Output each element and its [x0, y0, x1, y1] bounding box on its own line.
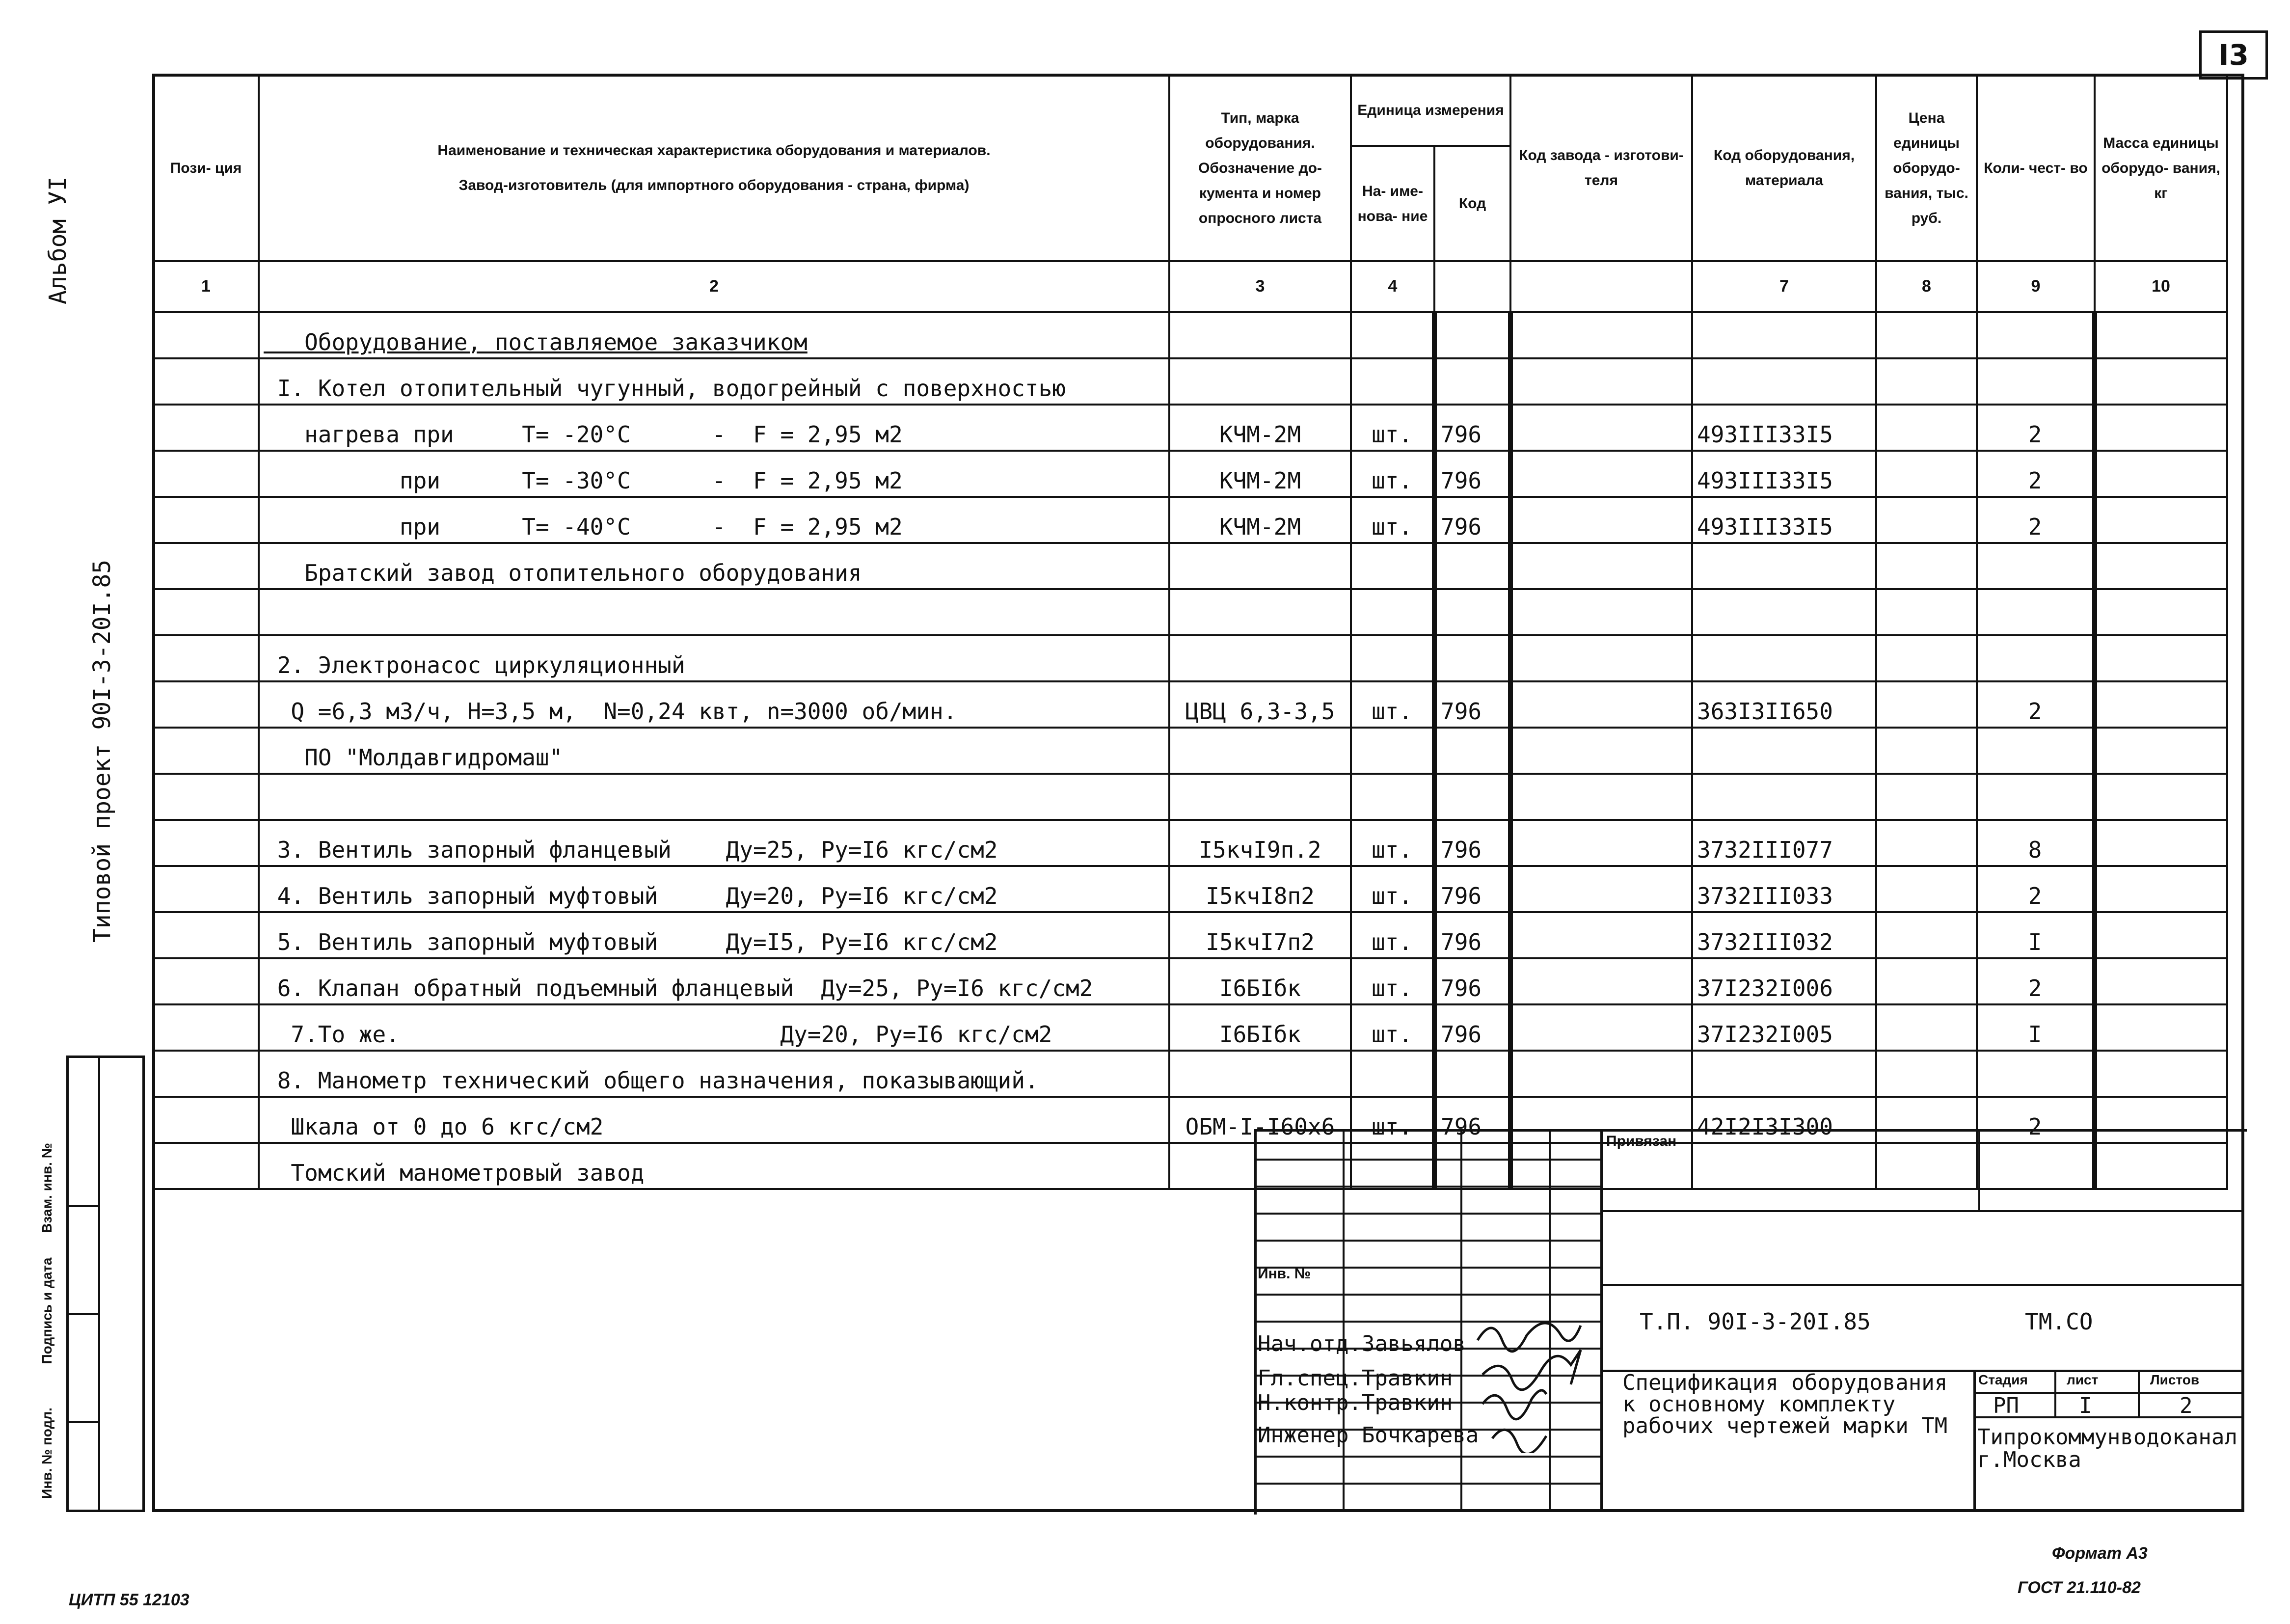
colnum-1: 1 [153, 261, 259, 312]
cell-code: 796 [1434, 912, 1510, 958]
cell-name: 6. Клапан обратный подъемный фланцевый Ду=25, Ру=I6 кгс/см2 [259, 958, 1169, 1004]
signer-4 [1258, 1423, 1479, 1448]
cell-equip-code: 493III33I5 [1692, 497, 1876, 543]
specification-table [152, 74, 2228, 1190]
cell-plant-code [1510, 543, 1692, 589]
colnum-5 [1434, 261, 1510, 312]
cell-unit [1351, 1051, 1434, 1097]
inv-label: Инв. № [1258, 1266, 1311, 1282]
colnum-8: 8 [1876, 261, 1977, 312]
cell-qty [1977, 589, 2095, 635]
cell-equip-code [1692, 543, 1876, 589]
cell-mass [2095, 451, 2227, 497]
header-position: Пози- ция [153, 75, 259, 261]
cell-qty [1977, 728, 2095, 774]
cell-qty [1977, 543, 2095, 589]
cell-type: I6БIбк [1169, 1004, 1351, 1051]
cell-mass [2095, 866, 2227, 912]
cell-mass [2095, 681, 2227, 728]
cell-pos [153, 866, 259, 912]
cell-pos [153, 497, 259, 543]
signer-1 [1258, 1331, 1466, 1356]
cell-pos [153, 1143, 259, 1189]
gost-label: ГОСТ 21.110-82 [2018, 1578, 2141, 1597]
header-plant-code: Код завода - изготови- теля [1510, 75, 1692, 261]
cell-type: КЧМ-2М [1169, 497, 1351, 543]
cell-equip-code: 3732III032 [1692, 912, 1876, 958]
table-row [153, 958, 2227, 1004]
cell-unit: шт. [1351, 866, 1434, 912]
header-name-line1: Наименование и техническая характеристика оборудования и материалов. [437, 142, 991, 159]
cell-type [1169, 774, 1351, 820]
cell-plant-code [1510, 358, 1692, 405]
cell-price [1876, 451, 1977, 497]
cell-plant-code [1510, 681, 1692, 728]
cell-code [1434, 774, 1510, 820]
cell-price [1876, 681, 1977, 728]
cell-mass [2095, 358, 2227, 405]
cell-name: 5. Вентиль запорный муфтовый Ду=I5, Ру=I6 кгс/см2 [259, 912, 1169, 958]
header-qty: Коли- чест- во [1977, 75, 2095, 261]
table-row [153, 681, 2227, 728]
header-unit-code: Код [1434, 146, 1510, 261]
cell-plant-code [1510, 635, 1692, 681]
cell-pos [153, 820, 259, 866]
cell-equip-code: 363I3II650 [1692, 681, 1876, 728]
cell-pos [153, 728, 259, 774]
cell-equip-code: 493III33I5 [1692, 405, 1876, 451]
cell-plant-code [1510, 1004, 1692, 1051]
cell-equip-code [1692, 774, 1876, 820]
cell-mass [2095, 1051, 2227, 1097]
cell-code: 796 [1434, 958, 1510, 1004]
cell-pos [153, 635, 259, 681]
cell-code: 796 [1434, 497, 1510, 543]
cell-pos [153, 1097, 259, 1143]
cell-qty [1977, 358, 2095, 405]
cell-pos [153, 958, 259, 1004]
cell-mass [2095, 589, 2227, 635]
document-title: Спецификация оборудования к основному комплекту рабочих чертежей марки ТМ [1622, 1370, 1948, 1438]
cell-type: ЦВЦ 6,3-3,5 [1169, 681, 1351, 728]
cell-equip-code [1692, 728, 1876, 774]
cell-type [1169, 1051, 1351, 1097]
project-label: Типовой проект 90I-3-20I.85 [88, 559, 116, 943]
signer-3-name: Травкин [1361, 1390, 1453, 1415]
cell-unit [1351, 358, 1434, 405]
cell-plant-code [1510, 866, 1692, 912]
cell-unit: шт. [1351, 820, 1434, 866]
cell-qty [1977, 635, 2095, 681]
cell-unit [1351, 312, 1434, 358]
table-row [153, 543, 2227, 589]
sheet-label: лист [2067, 1372, 2099, 1387]
cell-qty [1977, 1051, 2095, 1097]
cell-type: I5кчI8п2 [1169, 866, 1351, 912]
cell-qty: I [1977, 912, 2095, 958]
cell-plant-code [1510, 589, 1692, 635]
table-row [153, 635, 2227, 681]
cell-name: при T= -40°C - F = 2,95 м2 [259, 497, 1169, 543]
cell-price [1876, 497, 1977, 543]
cell-equip-code: 3732III077 [1692, 820, 1876, 866]
header-equip-code: Код оборудования, материала [1692, 75, 1876, 261]
cell-price [1876, 312, 1977, 358]
stage-label: Стадия [1978, 1372, 2028, 1387]
cell-code [1434, 1051, 1510, 1097]
cell-plant-code [1510, 820, 1692, 866]
table-row [153, 820, 2227, 866]
cell-code [1434, 635, 1510, 681]
cell-type [1169, 312, 1351, 358]
strip-label-vzam: Взам. инв. № [39, 1143, 54, 1233]
cell-name [259, 774, 1169, 820]
cell-mass [2095, 912, 2227, 958]
cell-code [1434, 589, 1510, 635]
cell-price [1876, 358, 1977, 405]
cell-name: 8. Манометр технический общего назначения, показывающий. [259, 1051, 1169, 1097]
cell-name: Братский завод отопительного оборудования [259, 543, 1169, 589]
cell-name: Q =6,3 м3/ч, H=3,5 м, N=0,24 квт, n=3000 об/мин. [259, 681, 1169, 728]
left-stamp-strip [66, 1056, 145, 1512]
signature-scribbles [1473, 1296, 1610, 1453]
strip-label-inv-podl: Инв. № подл. [39, 1407, 54, 1499]
cell-code: 796 [1434, 451, 1510, 497]
signer-2 [1258, 1366, 1453, 1391]
signer-1-name: Завьялов [1361, 1331, 1466, 1356]
cell-name: 3. Вентиль запорный фланцевый Ду=25, Ру=I6 кгс/см2 [259, 820, 1169, 866]
cell-equip-code: 37I232I005 [1692, 1004, 1876, 1051]
cell-name: при T= -30°C - F = 2,95 м2 [259, 451, 1169, 497]
cell-pos [153, 1051, 259, 1097]
cell-name: Томский манометровый завод [259, 1143, 1169, 1189]
cell-qty: 2 [1977, 866, 2095, 912]
cell-code: 796 [1434, 1097, 1510, 1143]
cell-mass [2095, 820, 2227, 866]
cell-name: 4. Вентиль запорный муфтовый Ду=20, Ру=I6 кгс/см2 [259, 866, 1169, 912]
header-mass: Масса единицы оборудо- вания, кг [2095, 75, 2227, 261]
cell-plant-code [1510, 451, 1692, 497]
cell-plant-code [1510, 405, 1692, 451]
table-row [153, 1004, 2227, 1051]
table-row [153, 774, 2227, 820]
cell-mass [2095, 635, 2227, 681]
signer-2-name: Травкин [1361, 1366, 1453, 1391]
cell-unit: шт. [1351, 1097, 1434, 1143]
cell-name: Шкала от 0 до 6 кгс/см2 [259, 1097, 1169, 1143]
cell-type: I6БIбк [1169, 958, 1351, 1004]
cell-type [1169, 543, 1351, 589]
cell-price [1876, 405, 1977, 451]
table-row [153, 589, 2227, 635]
cell-qty: I [1977, 1004, 2095, 1051]
cell-equip-code [1692, 635, 1876, 681]
signer-4-name: Бочкарева [1361, 1423, 1479, 1448]
cell-type: I5кчI7п2 [1169, 912, 1351, 958]
cell-unit: шт. [1351, 451, 1434, 497]
strip-label-signature: Подпись и дата [39, 1257, 54, 1364]
cell-price [1876, 912, 1977, 958]
header-price: Цена единицы оборудо- вания, тыс. руб. [1876, 75, 1977, 261]
cell-type [1169, 589, 1351, 635]
signer-3 [1258, 1390, 1453, 1415]
cell-type: I5кчI9п.2 [1169, 820, 1351, 866]
cell-name: I. Котел отопительный чугунный, водогрейный с поверхностью [259, 358, 1169, 405]
table-row [153, 866, 2227, 912]
cell-unit [1351, 589, 1434, 635]
sheet-number: I3 [2199, 30, 2268, 80]
cell-type [1169, 728, 1351, 774]
colnum-10: 10 [2095, 261, 2227, 312]
cell-qty [1977, 774, 2095, 820]
cell-code: 796 [1434, 1004, 1510, 1051]
table-row [153, 912, 2227, 958]
table-row [153, 497, 2227, 543]
header-name-line2: Завод-изготовитель (для импортного оборудования - страна, фирма) [458, 177, 970, 193]
cell-type [1169, 358, 1351, 405]
cell-code: 796 [1434, 681, 1510, 728]
cell-price [1876, 1004, 1977, 1051]
header-type: Тип, марка оборудования. Обозначение до- кумента и номер опросного листа [1169, 75, 1351, 261]
cell-unit: шт. [1351, 497, 1434, 543]
cell-pos [153, 312, 259, 358]
cell-mass [2095, 958, 2227, 1004]
cell-plant-code [1510, 774, 1692, 820]
cell-pos [153, 912, 259, 958]
cell-price [1876, 820, 1977, 866]
cell-unit: шт. [1351, 405, 1434, 451]
header-name [259, 75, 1169, 261]
cell-code: 796 [1434, 820, 1510, 866]
cell-pos [153, 451, 259, 497]
header-unit-name: На- име- нова- ние [1351, 146, 1434, 261]
cell-qty [1977, 312, 2095, 358]
cell-qty: 2 [1977, 681, 2095, 728]
cell-name: 7.То же. Ду=20, Ру=I6 кгс/см2 [259, 1004, 1169, 1051]
cell-qty: 2 [1977, 958, 2095, 1004]
cell-plant-code [1510, 728, 1692, 774]
cell-price [1876, 1051, 1977, 1097]
cell-unit: шт. [1351, 1004, 1434, 1051]
cell-mass [2095, 728, 2227, 774]
cell-pos [153, 1004, 259, 1051]
signer-4-role: Инженер [1258, 1423, 1349, 1448]
cell-type [1169, 635, 1351, 681]
cell-mass [2095, 543, 2227, 589]
cell-price [1876, 589, 1977, 635]
cell-price [1876, 774, 1977, 820]
cell-type: КЧМ-2М [1169, 451, 1351, 497]
cell-price [1876, 958, 1977, 1004]
sheets-value: 2 [2180, 1393, 2193, 1418]
cell-mass [2095, 312, 2227, 358]
album-label: Альбом УI [44, 176, 72, 305]
cell-mass [2095, 497, 2227, 543]
cell-pos [153, 589, 259, 635]
cell-mass [2095, 774, 2227, 820]
cell-type: КЧМ-2М [1169, 405, 1351, 451]
cell-unit: шт. [1351, 681, 1434, 728]
cell-price [1876, 728, 1977, 774]
cell-qty: 2 [1977, 1097, 2095, 1143]
table-row [153, 1051, 2227, 1097]
cell-pos [153, 543, 259, 589]
cell-pos [153, 405, 259, 451]
sheet-value: I [2079, 1393, 2092, 1418]
cell-plant-code [1510, 497, 1692, 543]
cell-code: 796 [1434, 866, 1510, 912]
print-code: ЦИТП 55 12103 [69, 1591, 189, 1609]
cell-unit: шт. [1351, 912, 1434, 958]
cell-plant-code [1510, 958, 1692, 1004]
cell-name [259, 589, 1169, 635]
colnum-7: 7 [1692, 261, 1876, 312]
table-row [153, 405, 2227, 451]
format-label: Формат А3 [2052, 1544, 2148, 1563]
designation: Т.П. 90I-3-20I.85 [1640, 1308, 1871, 1335]
cell-mass [2095, 1004, 2227, 1051]
cell-name: ПО "Молдавгидромаш" [259, 728, 1169, 774]
cell-code [1434, 543, 1510, 589]
cell-unit [1351, 635, 1434, 681]
cell-equip-code [1692, 358, 1876, 405]
cell-code [1434, 358, 1510, 405]
cell-equip-code: 493III33I5 [1692, 451, 1876, 497]
cell-qty: 2 [1977, 497, 2095, 543]
cell-qty: 2 [1977, 405, 2095, 451]
signer-2-role: Гл.спец. [1258, 1366, 1362, 1391]
header-unit-group: Единица измерения [1351, 75, 1510, 146]
colnum-4: 4 [1351, 261, 1434, 312]
cell-equip-code: 42I2I3I300 [1692, 1097, 1876, 1143]
cell-equip-code [1692, 312, 1876, 358]
sheets-label: Листов [2150, 1372, 2200, 1387]
cell-pos [153, 681, 259, 728]
cell-plant-code [1510, 1051, 1692, 1097]
cell-unit [1351, 543, 1434, 589]
cell-qty: 2 [1977, 451, 2095, 497]
colnum-2: 2 [259, 261, 1169, 312]
table-row [153, 312, 2227, 358]
cell-equip-code: 3732III033 [1692, 866, 1876, 912]
table-row [153, 358, 2227, 405]
cell-unit [1351, 774, 1434, 820]
table-row [153, 728, 2227, 774]
cell-equip-code: 37I232I006 [1692, 958, 1876, 1004]
cell-code [1434, 312, 1510, 358]
cell-name: Оборудование, поставляемое заказчиком [259, 312, 1169, 358]
cell-type: ОБМ-I-I60х6 [1169, 1097, 1351, 1143]
cell-price [1876, 635, 1977, 681]
signer-3-role: Н.контр. [1258, 1390, 1362, 1415]
table-row [153, 451, 2227, 497]
cell-price [1876, 543, 1977, 589]
colnum-3: 3 [1169, 261, 1351, 312]
cell-pos [153, 774, 259, 820]
cell-price [1876, 866, 1977, 912]
cell-plant-code [1510, 312, 1692, 358]
stage-value: РП [1993, 1393, 2019, 1418]
cell-equip-code [1692, 589, 1876, 635]
drawing-mark: ТМ.СО [2025, 1308, 2093, 1335]
colnum-9: 9 [1977, 261, 2095, 312]
cell-name: нагрева при T= -20°C - F = 2,95 м2 [259, 405, 1169, 451]
organization: Типрокоммунводоканал г.Москва [1977, 1425, 2237, 1473]
cell-code [1434, 728, 1510, 774]
cell-name: 2. Электронасос циркуляционный [259, 635, 1169, 681]
cell-equip-code [1692, 1051, 1876, 1097]
cell-pos [153, 358, 259, 405]
privyazan-label: Привязан [1606, 1133, 1677, 1149]
cell-code: 796 [1434, 405, 1510, 451]
cell-qty: 8 [1977, 820, 2095, 866]
colnum-6 [1510, 261, 1692, 312]
cell-unit [1351, 728, 1434, 774]
cell-plant-code [1510, 912, 1692, 958]
cell-mass [2095, 405, 2227, 451]
cell-unit: шт. [1351, 958, 1434, 1004]
signer-1-role: Нач.отд. [1258, 1331, 1362, 1356]
